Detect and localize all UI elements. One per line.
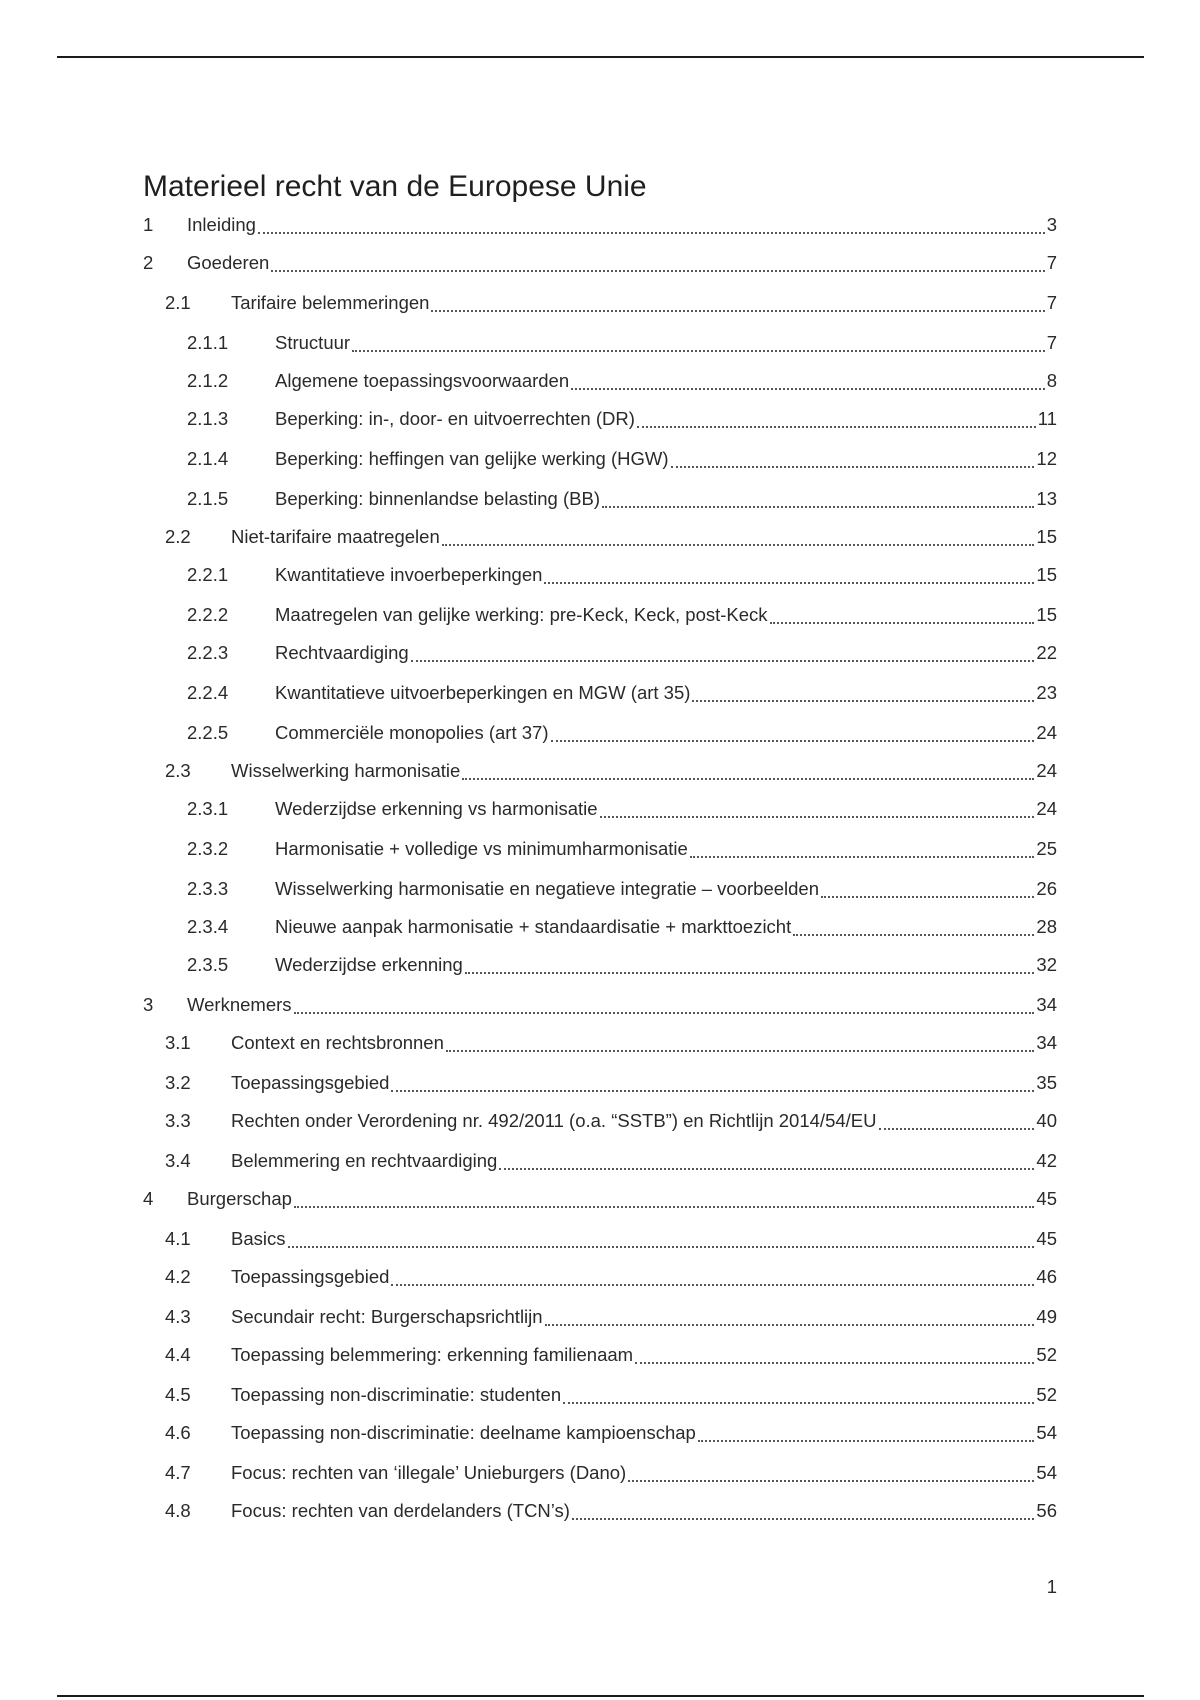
toc-entry-number: 2.2.4 — [187, 682, 229, 703]
toc-entry-number: 3.2 — [165, 1072, 191, 1093]
toc-entry-number: 2.3 — [165, 760, 191, 781]
toc-entry-number: 3.3 — [165, 1110, 191, 1131]
toc-entry[interactable] — [143, 789, 1057, 829]
toc-dot-leader — [602, 506, 1034, 508]
header-rule — [57, 56, 1144, 58]
toc-dot-leader — [462, 778, 1034, 780]
toc-entry-title[interactable]: Nieuwe aanpak harmonisatie + standaardisatie + markttoezicht — [275, 916, 792, 937]
toc-entry-number: 4.1 — [165, 1228, 191, 1249]
toc-dot-leader — [499, 1168, 1034, 1170]
toc-dot-leader — [671, 466, 1035, 468]
toc-entry-page: 15 — [1036, 526, 1057, 547]
toc-entry-page: 3 — [1046, 214, 1057, 235]
toc-entry-number: 2.3.1 — [187, 798, 229, 819]
toc-entry-number: 1 — [143, 214, 154, 235]
toc-dot-leader — [544, 582, 1034, 584]
toc-entry-page: 52 — [1036, 1384, 1057, 1405]
toc-entry-page: 42 — [1036, 1150, 1057, 1171]
toc-entry-title[interactable]: Wisselwerking harmonisatie en negatieve integratie – voorbeelden — [275, 878, 820, 899]
toc-entry-number: 4.7 — [165, 1462, 191, 1483]
toc-entry-number: 2.1.3 — [187, 408, 229, 429]
toc-dot-leader — [563, 1402, 1034, 1404]
toc-entry-page: 32 — [1036, 954, 1057, 975]
toc-entry-title[interactable]: Harmonisatie + volledige vs minimumharmonisatie — [275, 838, 688, 859]
toc-entry-page: 11 — [1037, 408, 1057, 429]
toc-entry[interactable] — [143, 751, 1057, 791]
toc-entry-title[interactable]: Structuur — [275, 332, 351, 353]
toc-entry[interactable] — [143, 1491, 1057, 1531]
toc-entry-title[interactable]: Wederzijdse erkenning vs harmonisatie — [275, 798, 598, 819]
toc-entry-number: 4.3 — [165, 1306, 191, 1327]
toc-entry-number: 4.5 — [165, 1384, 191, 1405]
toc-entry-title[interactable]: Goederen — [187, 252, 270, 273]
toc-dot-leader — [793, 934, 1034, 936]
toc-entry-page: 26 — [1036, 878, 1057, 899]
toc-entry-title[interactable]: Toepassing belemmering: erkenning familienaam — [231, 1344, 634, 1365]
toc-dot-leader — [411, 660, 1035, 662]
toc-entry-page: 12 — [1036, 448, 1057, 469]
page-number: 1 — [1046, 1576, 1057, 1597]
toc-entry-page: 40 — [1036, 1110, 1057, 1131]
toc-entry[interactable] — [143, 1297, 1057, 1337]
toc-entry-page: 56 — [1036, 1500, 1057, 1521]
toc-entry-page: 24 — [1036, 760, 1057, 781]
toc-entry-number: 4.6 — [165, 1422, 191, 1443]
toc-entry[interactable] — [143, 517, 1057, 557]
toc-entry-title[interactable]: Secundair recht: Burgerschapsrichtlijn — [231, 1306, 543, 1327]
toc-entry-page: 8 — [1046, 370, 1057, 391]
toc-entry-number: 4 — [143, 1188, 154, 1209]
toc-entry-title[interactable]: Commerciële monopolies (art 37) — [275, 722, 549, 743]
toc-dot-leader — [821, 896, 1034, 898]
toc-entry-page: 54 — [1036, 1422, 1057, 1443]
toc-entry-number: 2.2.5 — [187, 722, 229, 743]
toc-entry-title[interactable]: Toepassing non-discriminatie: studenten — [231, 1384, 562, 1405]
toc-entry-page: 34 — [1036, 994, 1057, 1015]
footer-rule — [57, 1695, 1144, 1697]
toc-entry-page: 15 — [1036, 564, 1057, 585]
toc-entry[interactable] — [143, 907, 1057, 947]
toc-dot-leader — [692, 700, 1034, 702]
toc-entry[interactable] — [143, 673, 1057, 713]
toc-entry[interactable] — [143, 1375, 1057, 1415]
toc-entry-number: 4.4 — [165, 1344, 191, 1365]
toc-entry-number: 4.2 — [165, 1266, 191, 1287]
toc-entry-number: 2.2 — [165, 526, 191, 547]
toc-entry-title[interactable]: Toepassing non-discriminatie: deelname kampioenschap — [231, 1422, 696, 1443]
toc-entry-title[interactable]: Context en rechtsbronnen — [231, 1032, 444, 1053]
toc-entry-page: 7 — [1046, 252, 1057, 273]
toc-entry[interactable] — [143, 595, 1057, 635]
toc-dot-leader — [600, 816, 1035, 818]
toc-entry-title[interactable]: Kwantitatieve invoerbeperkingen — [275, 564, 543, 585]
toc-entry-title[interactable]: Wederzijdse erkenning — [275, 954, 463, 975]
toc-entry-page: 13 — [1036, 488, 1057, 509]
toc-entry-number: 2.1.5 — [187, 488, 229, 509]
toc-dot-leader — [288, 1246, 1035, 1248]
toc-entry[interactable] — [143, 1101, 1057, 1141]
toc-entry-page: 7 — [1046, 332, 1057, 353]
toc-dot-leader — [391, 1090, 1034, 1092]
toc-entry[interactable] — [143, 1453, 1057, 1493]
toc-dot-leader — [690, 856, 1035, 858]
toc-entry-title[interactable]: Burgerschap — [187, 1188, 292, 1209]
document-title: Materieel recht van de Europese Unie — [143, 170, 647, 203]
toc-entry-number: 2.3.2 — [187, 838, 229, 859]
toc-entry-title[interactable]: Algemene toepassingsvoorwaarden — [275, 370, 570, 391]
toc-entry[interactable] — [143, 1413, 1057, 1453]
toc-dot-leader — [551, 740, 1035, 742]
toc-entry[interactable] — [143, 243, 1057, 283]
toc-entry-page: 54 — [1036, 1462, 1057, 1483]
toc-entry[interactable] — [143, 555, 1057, 595]
toc-entry-number: 2.1.1 — [187, 332, 229, 353]
toc-dot-leader — [571, 388, 1045, 390]
toc-entry-page: 24 — [1036, 798, 1057, 819]
toc-entry-number: 2.1 — [165, 292, 191, 313]
toc-entry-page: 45 — [1036, 1188, 1057, 1209]
toc-entry-number: 2.3.3 — [187, 878, 229, 899]
toc-entry-number: 2.3.5 — [187, 954, 229, 975]
toc-dot-leader — [352, 350, 1045, 352]
toc-entry-title[interactable]: Werknemers — [187, 994, 292, 1015]
toc-entry[interactable] — [143, 205, 1057, 245]
toc-entry-title[interactable]: Wisselwerking harmonisatie — [231, 760, 461, 781]
toc-entry-page: 22 — [1036, 642, 1057, 663]
toc-entry-page: 35 — [1036, 1072, 1057, 1093]
toc-entry-number: 2.1.2 — [187, 370, 229, 391]
toc-entry[interactable] — [143, 399, 1057, 439]
toc-entry-page: 52 — [1036, 1344, 1057, 1365]
toc-entry-title[interactable]: Beperking: binnenlandse belasting (BB) — [275, 488, 600, 509]
toc-entry[interactable] — [143, 323, 1057, 363]
toc-entry[interactable] — [143, 479, 1057, 519]
toc-entry-number: 2.2.2 — [187, 604, 229, 625]
toc-dot-leader — [879, 1128, 1035, 1130]
toc-dot-leader — [545, 1324, 1035, 1326]
toc-entry[interactable] — [143, 1141, 1057, 1181]
toc-entry-page: 49 — [1036, 1306, 1057, 1327]
toc-entry-title[interactable]: Kwantitatieve uitvoerbeperkingen en MGW (art 35) — [275, 682, 691, 703]
toc-dot-leader — [572, 1518, 1034, 1520]
toc-entry-page: 46 — [1036, 1266, 1057, 1287]
toc-entry-title[interactable]: Tarifaire belemmeringen — [231, 292, 430, 313]
toc-entry[interactable] — [143, 945, 1057, 985]
toc-entry-title[interactable]: Toepassingsgebied — [231, 1072, 390, 1093]
toc-entry[interactable] — [143, 439, 1057, 479]
toc-dot-leader — [698, 1440, 1035, 1442]
toc-dot-leader — [465, 972, 1035, 974]
toc-entry-number: 3.1 — [165, 1032, 191, 1053]
toc-dot-leader — [628, 1480, 1034, 1482]
toc-entry-title[interactable]: Focus: rechten van ‘illegale’ Unieburgers (Dano) — [231, 1462, 627, 1483]
toc-entry[interactable] — [143, 1257, 1057, 1297]
toc-entry[interactable] — [143, 283, 1057, 323]
toc-entry-page: 34 — [1036, 1032, 1057, 1053]
toc-entry[interactable] — [143, 713, 1057, 753]
toc-entry[interactable] — [143, 633, 1057, 673]
toc-entry-title[interactable]: Belemmering en rechtvaardiging — [231, 1150, 498, 1171]
toc-entry-number: 2.2.3 — [187, 642, 229, 663]
toc-entry-title[interactable]: Toepassingsgebied — [231, 1266, 390, 1287]
toc-entry-number: 4.8 — [165, 1500, 191, 1521]
toc-dot-leader — [391, 1284, 1034, 1286]
toc-entry[interactable] — [143, 985, 1057, 1025]
toc-entry-page: 7 — [1046, 292, 1057, 313]
toc-entry-page: 23 — [1036, 682, 1057, 703]
toc-dot-leader — [635, 1362, 1034, 1364]
toc-entry-number: 2.2.1 — [187, 564, 229, 585]
toc-entry-number: 3.4 — [165, 1150, 191, 1171]
toc-entry-title[interactable]: Inleiding — [187, 214, 256, 235]
toc-entry[interactable] — [143, 361, 1057, 401]
toc-entry[interactable] — [143, 1063, 1057, 1103]
toc-dot-leader — [770, 622, 1035, 624]
toc-entry-title[interactable]: Beperking: in-, door- en uitvoerrechten (DR) — [275, 408, 635, 429]
toc-entry-number: 3 — [143, 994, 154, 1015]
toc-entry-number: 2 — [143, 252, 154, 273]
toc-entry-title[interactable]: Rechtvaardiging — [275, 642, 409, 663]
toc-entry-page: 24 — [1036, 722, 1057, 743]
toc-entry-number: 2.3.4 — [187, 916, 229, 937]
toc-entry-title[interactable]: Rechten onder Verordening nr. 492/2011 (o.a. “SSTB”) en Richtlijn 2014/54/EU — [231, 1110, 877, 1131]
toc-entry[interactable] — [143, 1335, 1057, 1375]
toc-dot-leader — [294, 1206, 1035, 1208]
toc-dot-leader — [637, 426, 1036, 428]
toc-entry-page: 15 — [1036, 604, 1057, 625]
toc-entry-title[interactable]: Basics — [231, 1228, 286, 1249]
toc-dot-leader — [442, 544, 1035, 546]
toc-entry[interactable] — [143, 1219, 1057, 1259]
toc-entry-title[interactable]: Niet-tarifaire maatregelen — [231, 526, 440, 547]
toc-dot-leader — [258, 232, 1045, 234]
toc-entry-title[interactable]: Maatregelen van gelijke werking: pre-Keck, Keck, post-Keck — [275, 604, 768, 625]
toc-entry-page: 28 — [1036, 916, 1057, 937]
toc-dot-leader — [271, 270, 1044, 272]
toc-entry[interactable] — [143, 829, 1057, 869]
toc-entry[interactable] — [143, 869, 1057, 909]
toc-entry[interactable] — [143, 1179, 1057, 1219]
toc-entry-page: 45 — [1036, 1228, 1057, 1249]
toc-dot-leader — [446, 1050, 1035, 1052]
toc-entry-number: 2.1.4 — [187, 448, 229, 469]
toc-dot-leader — [431, 310, 1044, 312]
toc-entry-title[interactable]: Beperking: heffingen van gelijke werking (HGW) — [275, 448, 669, 469]
toc-dot-leader — [294, 1012, 1035, 1014]
toc-entry-title[interactable]: Focus: rechten van derdelanders (TCN’s) — [231, 1500, 570, 1521]
toc-entry[interactable] — [143, 1023, 1057, 1063]
toc-entry-page: 25 — [1036, 838, 1057, 859]
